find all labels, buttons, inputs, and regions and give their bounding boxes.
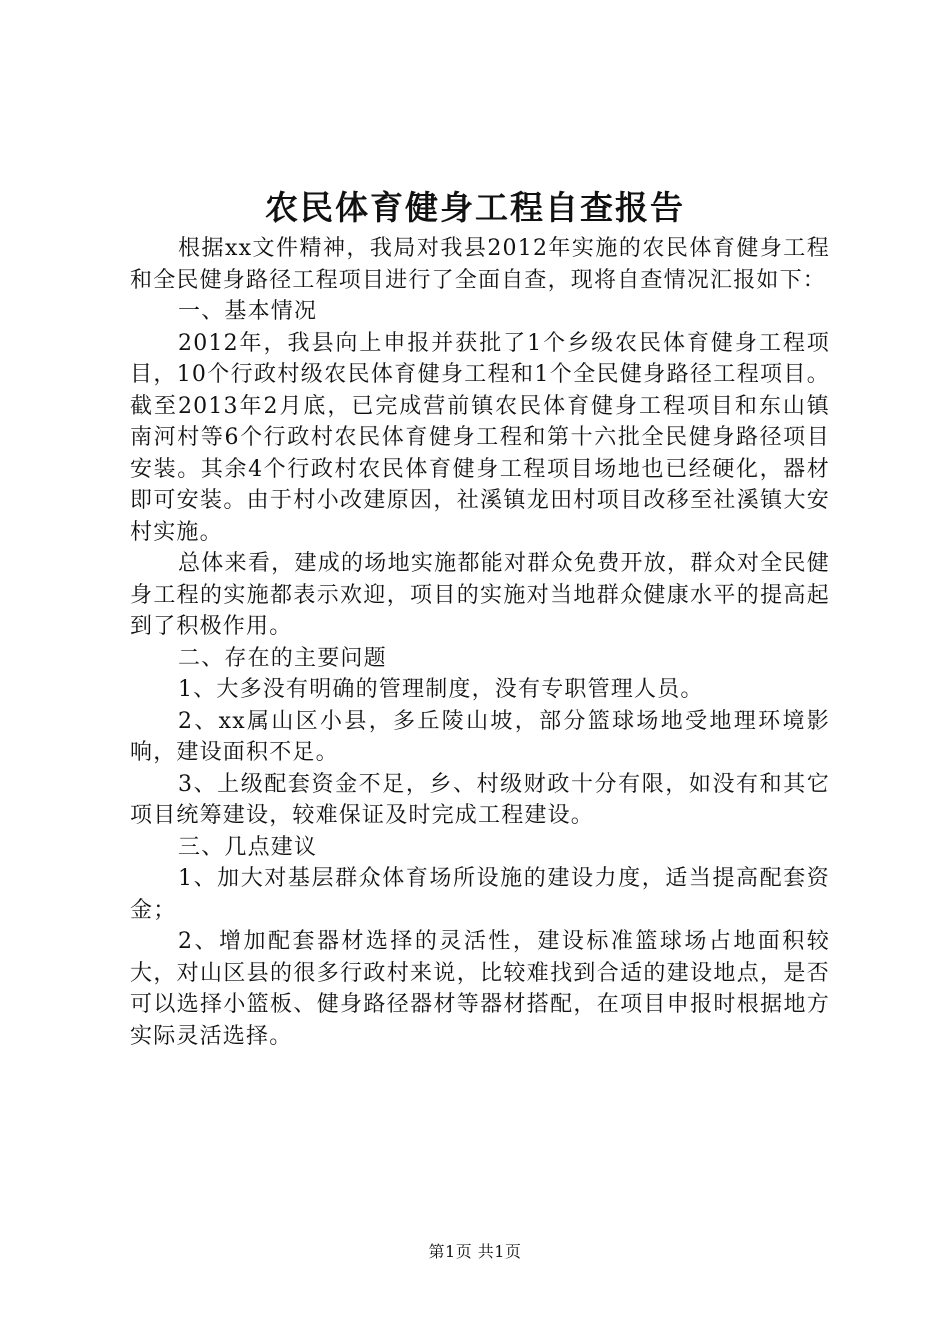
document-title: 农民体育健身工程自查报告 bbox=[265, 188, 685, 227]
summary-paragraph: 总体来看，建成的场地实施都能对群众免费开放，群众对全民健身工程的实施都表示欢迎，项目的实施对当地群众健康水平的提高起到了积极作用。 bbox=[130, 551, 830, 639]
suggestion-item-1: 1、加大对基层群众体育场所设施的建设力度，适当提高配套资金； bbox=[130, 866, 830, 923]
section-heading-suggestions: 三、几点建议 bbox=[178, 834, 318, 860]
problem-item-1: 1、大多没有明确的管理制度，没有专职管理人员。 bbox=[178, 677, 704, 702]
section-heading-basic: 一、基本情况 bbox=[178, 299, 318, 324]
basic-paragraph: 2012年，我县向上申报并获批了1个乡级农民体育健身工程项目，10个行政村级农民体育健身工程和1个全民健身路径工程项目。截至2013年2月底，已完成营前镇农民体育健身工程项目和东山镇南河村等6个行政村农民体育健身工程和第十六批全民健身路径项目安装。其余4个行政村农民体育健身工程项目场地也已经硬化，器材即可安装。由于村小改建原因，社溪镇龙田村项目改移至社溪镇大安村实施。 bbox=[130, 330, 830, 545]
problem-item-2: 2、xx属山区小县，多丘陵山坡，部分篮球场地受地理环境影响，建设面积不足。 bbox=[130, 708, 830, 765]
section-heading-problems: 二、存在的主要问题 bbox=[178, 645, 387, 671]
page-number-footer: 第1页 共1页 bbox=[428, 1242, 522, 1261]
suggestion-item-2: 2、增加配套器材选择的灵活性，建设标准篮球场占地面积较大，对山区县的很多行政村来说，比较难找到合适的建设地点，是否可以选择小篮板、健身路径器材等器材搭配，在项目申报时根据地方实际灵活选择。 bbox=[130, 929, 830, 1049]
intro-paragraph: 根据xx文件精神，我局对我县2012年实施的农民体育健身工程和全民健身路径工程项目进行了全面自查，现将自查情况汇报如下： bbox=[130, 236, 830, 293]
problem-item-3: 3、上级配套资金不足，乡、村级财政十分有限，如没有和其它项目统筹建设，较难保证及时完成工程建设。 bbox=[130, 771, 830, 828]
document-body bbox=[130, 233, 830, 1052]
